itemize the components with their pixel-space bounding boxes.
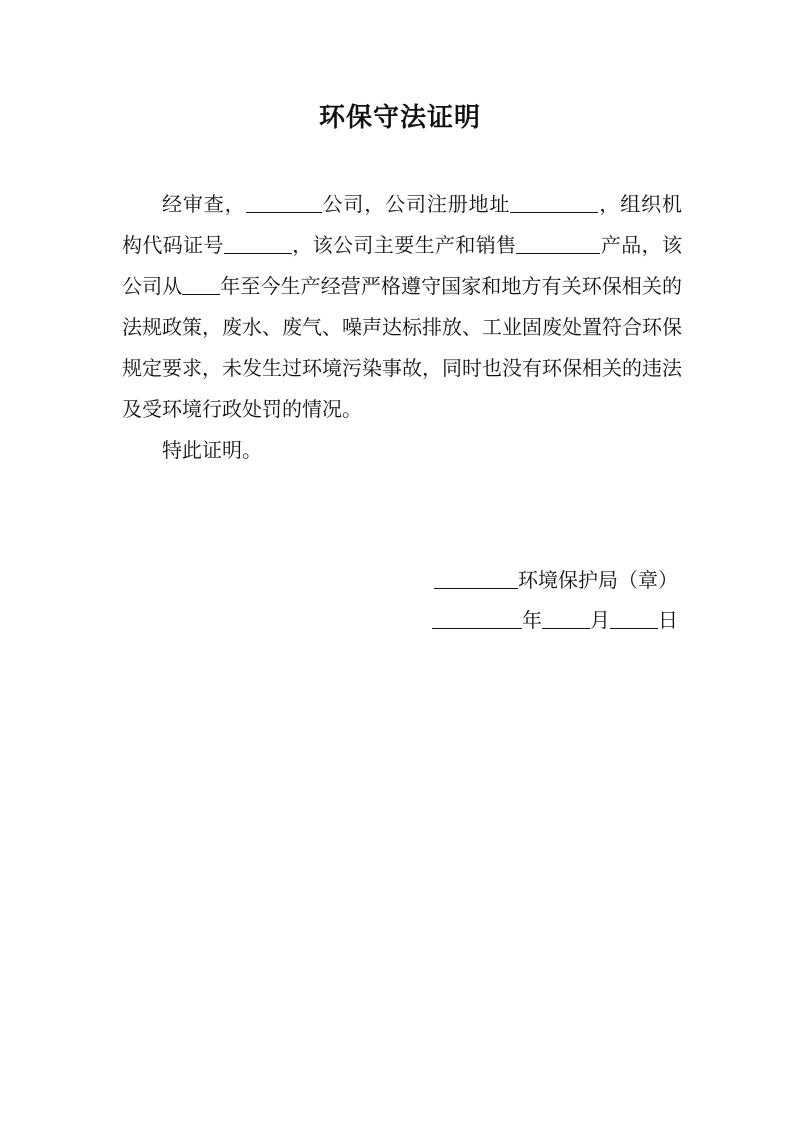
bureau-label: 环境保护局（章） — [518, 568, 678, 592]
paragraph-text-6: 年至今生产经营严格遵守国家和地方有关环保相关的法规政策，废水、废气、噪声达标排放、工业固废处置符合环保规定要求，未发生过环境污染事故，同时也没有环保相关的违法及受环境行政处罚的情况。 — [122, 274, 683, 421]
month-blank[interactable] — [542, 606, 590, 629]
year-blank[interactable] — [432, 606, 522, 629]
paragraph-text-1: 经审查， — [162, 192, 246, 216]
main-paragraph — [122, 184, 682, 430]
paragraph-text-3: ，组织机构代码证号 — [122, 192, 683, 257]
product-blank[interactable] — [516, 231, 600, 254]
signature-date-line — [432, 600, 678, 640]
paragraph-text-5: 产品，该公司从 — [122, 233, 683, 298]
bureau-name-blank[interactable] — [434, 566, 518, 589]
organization-code-blank[interactable] — [224, 231, 292, 254]
closing-text: 特此证明。 — [162, 438, 262, 462]
month-label: 月 — [590, 608, 610, 632]
year-label: 年 — [522, 608, 542, 632]
company-name-blank[interactable] — [246, 190, 322, 213]
closing-paragraph — [122, 430, 682, 471]
document-title: 环保守法证明 — [318, 103, 481, 133]
signature-bureau-line — [434, 560, 678, 600]
start-year-blank[interactable] — [182, 272, 220, 295]
day-blank[interactable] — [610, 606, 658, 629]
paragraph-text-2: 公司，公司注册地址 — [321, 192, 511, 216]
paragraph-text-4: ，该公司主要生产和销售 — [291, 233, 517, 257]
registered-address-blank[interactable] — [510, 190, 598, 213]
day-label: 日 — [658, 608, 678, 632]
document-body — [122, 184, 682, 471]
